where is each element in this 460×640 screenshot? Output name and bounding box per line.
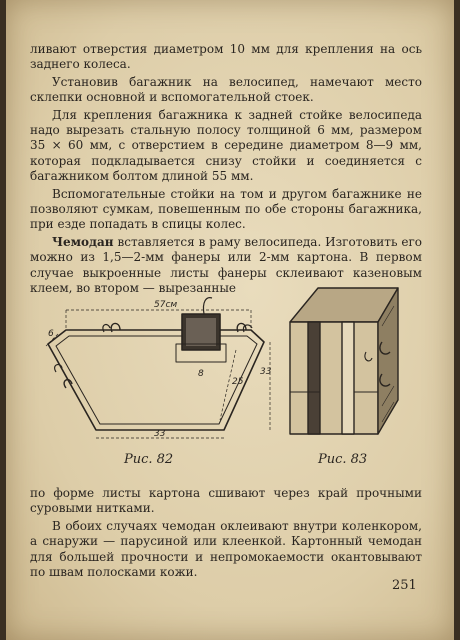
paragraph-continuation: ливают отверстия диаметром 10 мм для крепления на ось заднего колеса. (30, 42, 422, 72)
book-page (6, 0, 454, 640)
dim-top: 57см (154, 300, 178, 310)
bottom-text-block (30, 486, 422, 580)
paragraph-mounting: Установив багажник на велосипед, намечают место склепки основной и вспомогательной стоек. (30, 74, 422, 105)
figure-83-drawing (278, 282, 408, 442)
page-number: 251 (392, 578, 417, 593)
dim-right: 33 (260, 367, 272, 377)
top-text-block (30, 42, 422, 297)
dim-center: 8 (198, 369, 204, 379)
dim-side-left: 6 (48, 329, 54, 339)
dim-bottom: 33 (154, 429, 166, 439)
paragraph-covering: В обоих случаях чемодан оклеивают внутри коленкором, а снаружи — парусиной или клеенкой. Картонный чемодан для большей прочности и непромокаемости окантовывают по швам полосками кожи. (30, 518, 422, 580)
figure-82-caption: Рис. 82 (124, 452, 174, 467)
paragraph-aux-posts: Вспомогательные стойки на том и другом багажнике не позволяют сумкам, повешенным по обе стороны багажника, при езде попадать в спицы колес. (30, 186, 422, 232)
dim-side-right: 25 (232, 377, 244, 387)
paragraph-steel-strip: Для крепления багажника к задней стойке велосипеда надо вырезать стальную полосу толщиной 6 мм, размером 35 × 60 мм, с отверстием в середине диаметром 8—9 мм, которая подкладывается снизу стойки и соединяется с багажником болтом длиной 55 мм. (30, 107, 422, 184)
paragraph-cardboard: по форме листы картона сшивают через край прочными суровыми нитками. (30, 486, 422, 516)
chemodan-lead-word: Чемодан (52, 234, 114, 249)
chemodan-text: вставляется в раму велосипеда. Изготовить его можно из 1,5—2-мм фанеры или 2-мм картона. В первом случае выкроенные листы фанеры склеивают казеновым клеем, во втором — вырезанные (30, 234, 422, 296)
case-front (290, 322, 378, 434)
figure-83-caption: Рис. 83 (318, 452, 368, 467)
figure-82-drawing (36, 292, 272, 442)
